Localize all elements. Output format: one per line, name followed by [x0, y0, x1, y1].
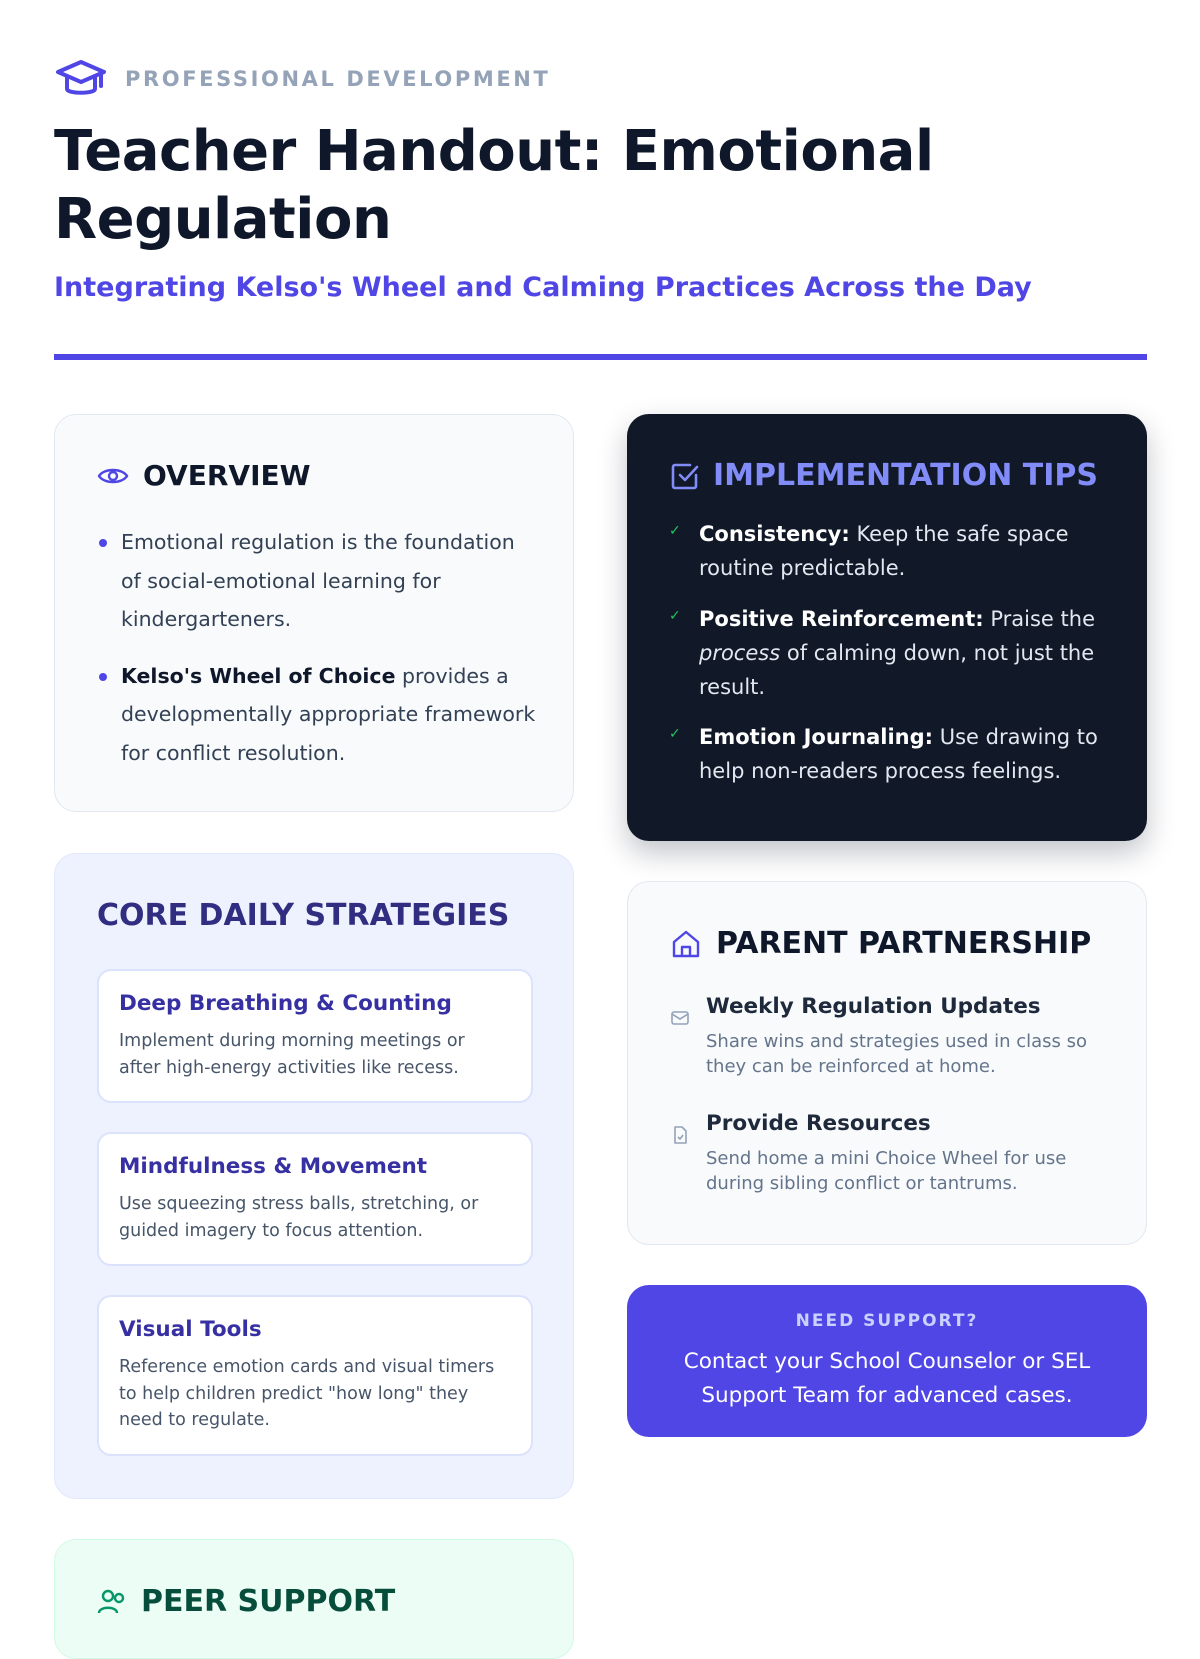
overview-title: OVERVIEW	[143, 459, 311, 492]
overview-card	[54, 414, 574, 812]
eyebrow-label: PROFESSIONAL DEVELOPMENT	[125, 67, 551, 91]
tips-header	[669, 458, 1098, 493]
check-icon: ✓	[669, 726, 681, 742]
parent-item	[670, 1111, 1110, 1196]
strategy-description: Reference emotion cards and visual timers to help children predict "how long" they need to regulate.	[119, 1357, 495, 1430]
parent-title: PARENT PARTNERSHIP	[716, 926, 1092, 961]
peer-title: PEER SUPPORT	[141, 1584, 396, 1619]
tip-text	[699, 517, 1109, 585]
tip-item	[669, 517, 1109, 585]
document-icon	[670, 1111, 706, 1196]
tip-bold: Positive Reinforcement:	[699, 607, 984, 631]
tip-bold: Emotion Journaling:	[699, 725, 934, 749]
strategy-card	[97, 1132, 533, 1266]
parent-item	[670, 994, 1110, 1079]
eye-icon	[97, 460, 129, 492]
parent-item-title: Provide Resources	[706, 1111, 931, 1136]
graduation-cap-icon	[55, 58, 107, 100]
page-subtitle: Integrating Kelso's Wheel and Calming Practices Across the Day	[54, 272, 1032, 303]
overview-list	[97, 523, 537, 790]
strategy-card	[97, 1295, 533, 1456]
tips-title: IMPLEMENTATION TIPS	[713, 458, 1098, 493]
implementation-tips-card	[627, 414, 1147, 841]
support-label: NEED SUPPORT?	[795, 1311, 979, 1331]
strategy-title: Visual Tools	[119, 1317, 262, 1342]
header-divider	[54, 354, 1147, 360]
overview-item-text: Emotional regulation is the foundation of social-emotional learning for kindergarteners.	[121, 530, 515, 631]
tip-item	[669, 602, 1109, 704]
strategy-card	[97, 969, 533, 1103]
support-callout	[627, 1285, 1147, 1437]
list-item	[97, 657, 537, 773]
peer-header	[97, 1584, 395, 1619]
users-icon	[97, 1587, 127, 1617]
strategy-title: Deep Breathing & Counting	[119, 991, 452, 1016]
strategy-description: Implement during morning meetings or after high-energy activities like recess.	[119, 1031, 465, 1078]
tip-item	[669, 720, 1109, 788]
tip-text	[699, 602, 1109, 704]
check-icon: ✓	[669, 608, 681, 624]
parent-header	[670, 926, 1091, 961]
overview-item-bold: Kelso's Wheel of Choice	[121, 663, 396, 688]
tip-body: of calming down, not just the result.	[699, 641, 1095, 699]
tip-body: Use drawing to help non-readers process feelings.	[699, 725, 1098, 783]
checkbox-icon	[669, 460, 701, 492]
tip-bold: Consistency:	[699, 522, 850, 546]
home-icon	[670, 928, 702, 960]
peer-support-card	[54, 1539, 574, 1659]
overview-item-text: provides a developmentally appropriate framework for conflict resolution.	[121, 663, 536, 765]
core-strategies-card	[54, 853, 574, 1499]
tip-body: Keep the safe space routine predictable.	[699, 522, 1069, 580]
mail-icon	[670, 994, 706, 1079]
parent-item-title: Weekly Regulation Updates	[706, 994, 1041, 1019]
tip-text	[699, 720, 1109, 788]
strategy-description: Use squeezing stress balls, stretching, or guided imagery to focus attention.	[119, 1194, 479, 1241]
tip-emphasis: process	[699, 641, 781, 665]
strategy-title: Mindfulness & Movement	[119, 1154, 428, 1179]
eyebrow	[55, 58, 550, 100]
check-icon: ✓	[669, 523, 681, 539]
tip-body: Praise the	[983, 607, 1095, 631]
page-title: Teacher Handout: Emotional Regulation	[54, 119, 934, 252]
parent-item-description: Share wins and strategies used in class so they can be reinforced at home.	[706, 1031, 1088, 1077]
core-title: CORE DAILY STRATEGIES	[97, 898, 510, 933]
overview-header	[97, 459, 311, 492]
list-item	[97, 523, 537, 639]
support-text: Contact your School Counselor or SEL Support Team for advanced cases.	[683, 1349, 1091, 1408]
parent-item-description: Send home a mini Choice Wheel for use during sibling conflict or tantrums.	[706, 1148, 1067, 1194]
parent-partnership-card	[627, 881, 1147, 1245]
